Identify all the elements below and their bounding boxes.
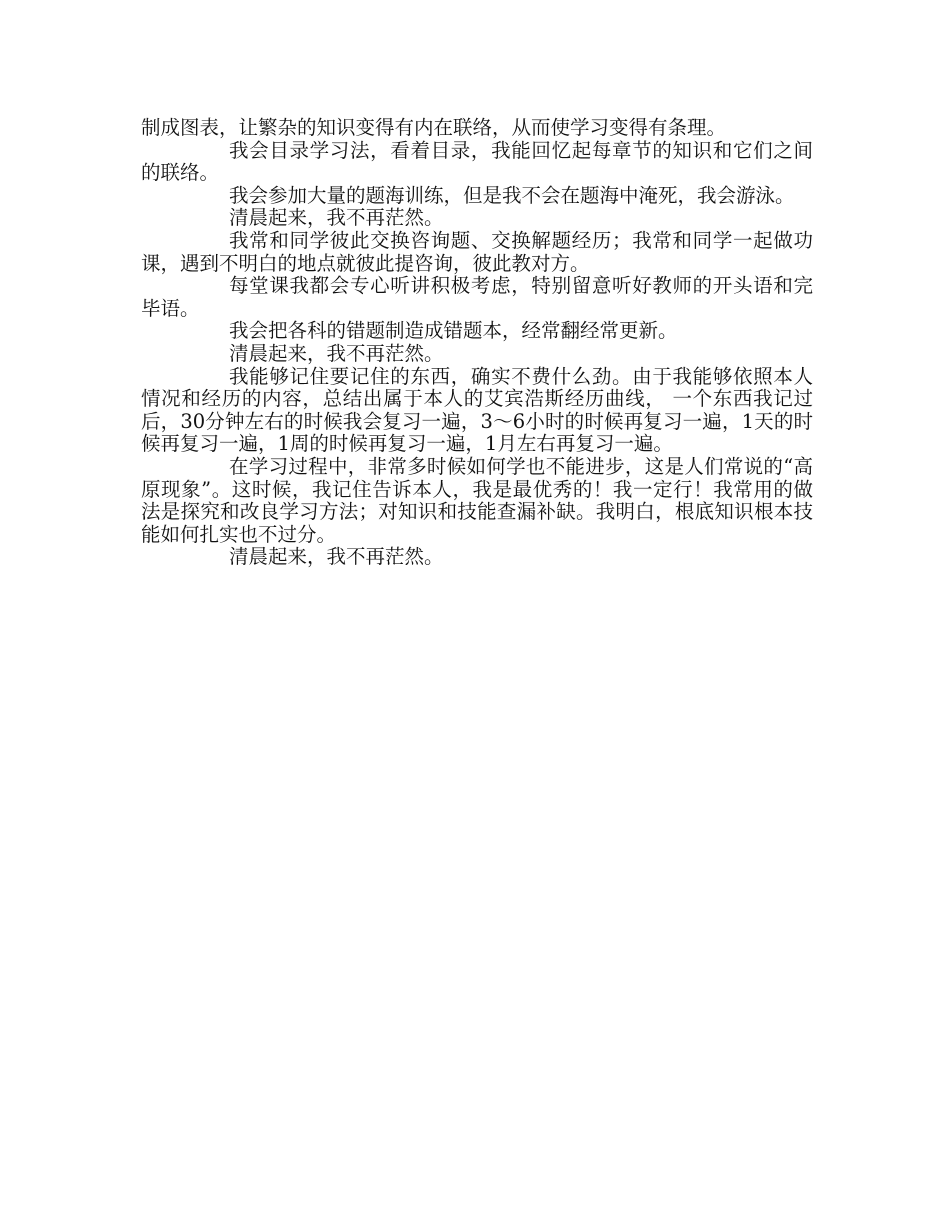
- paragraph: 清晨起来，我不再茫然。: [229, 341, 444, 365]
- paragraph: 清晨起来，我不再茫然。: [229, 545, 444, 569]
- paragraph: 在学习过程中，非常多时候如何学也不能进步，这是人们常说的“高原现象”。这时候，我记住告诉本人，我是最优秀的！我一定行！我常用的做法是探究和改良学习方法；对知识和技能查漏补缺。我明白，根底知识根本技能如何扎实也不过分。: [141, 454, 813, 546]
- paragraph: 清晨起来，我不再茫然。: [229, 206, 444, 230]
- paragraph: 我常和同学彼此交换咨询题、交换解题经历；我常和同学一起做功课，遇到不明白的地点就彼此提咨询，彼此教对方。: [141, 228, 813, 275]
- paragraph: 我能够记住要记住的东西，确实不费什么劲。由于我能够依照本人情况和经历的内容，总结出属于本人的艾宾浩斯经历曲线， 一个东西我记过后，30分钟左右的时候我会复习一遍，3～6小时的时候再复习一遍，1天的时候再复习一遍，1周的时候再复习一遍，1月左右再复习一遍。: [141, 364, 813, 456]
- paragraph: 我会把各科的错题制造成错题本，经常翻经常更新。: [229, 319, 678, 343]
- paragraph: 我会目录学习法，看着目录，我能回忆起每章节的知识和它们之间的联络。: [141, 138, 813, 185]
- body-text: [141, 117, 813, 569]
- paragraph: 每堂课我都会专心听讲积极考虑，特别留意听好教师的开头语和完毕语。: [141, 274, 813, 320]
- paragraph: 制成图表，让繁杂的知识变得有内在联络，从而使学习变得有条理。: [141, 116, 727, 139]
- paragraph: 我会参加大量的题海训练，但是我不会在题海中淹死，我会游泳。: [229, 183, 795, 207]
